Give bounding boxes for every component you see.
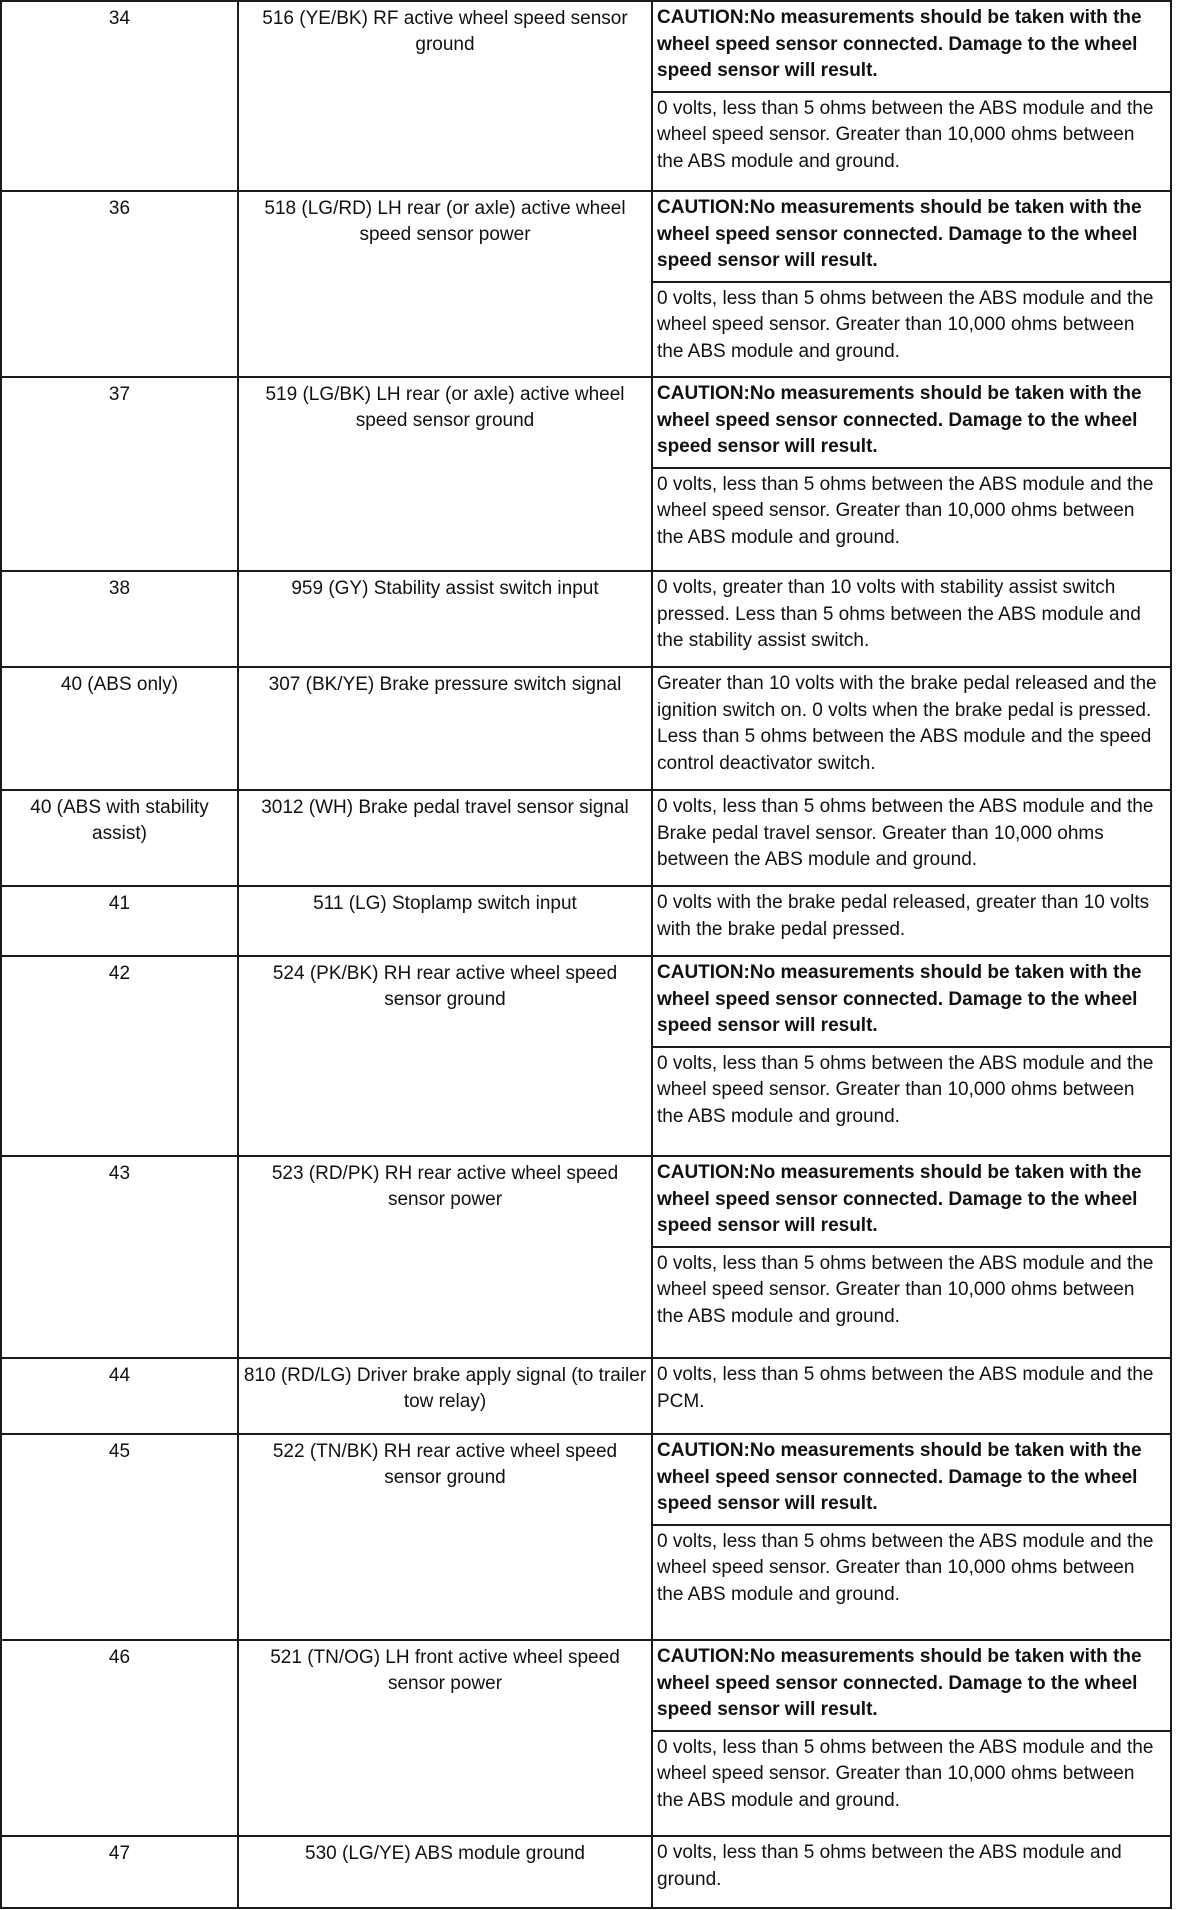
pin-number-cell: 42 [1, 956, 238, 1156]
table-row [1, 191, 1171, 377]
pin-number-cell: 38 [1, 571, 238, 667]
circuit-cell: 524 (PK/BK) RH rear active wheel speed sensor ground [238, 956, 652, 1156]
circuit-cell: 518 (LG/RD) LH rear (or axle) active wheel speed sensor power [238, 191, 652, 377]
test-condition-cell [652, 956, 1171, 1156]
expected-reading: 0 volts, greater than 10 volts with stability assist switch pressed. Less than 5 ohms between the ABS module and the stability assist switch. [657, 577, 1141, 651]
test-condition-cell [652, 1836, 1171, 1908]
pin-number-cell: 34 [1, 1, 238, 191]
table-row [1, 1434, 1171, 1640]
circuit-cell: 511 (LG) Stoplamp switch input [238, 886, 652, 956]
table-row [1, 1, 1171, 191]
test-condition-cell [652, 1, 1171, 191]
circuit-cell: 519 (LG/BK) LH rear (or axle) active wheel speed sensor ground [238, 377, 652, 571]
circuit-cell: 521 (TN/OG) LH front active wheel speed sensor power [238, 1640, 652, 1836]
test-condition-cell [652, 191, 1171, 377]
test-condition-cell [652, 667, 1171, 790]
expected-reading: 0 volts, less than 5 ohms between the ABS module and the Brake pedal travel sensor. Greater than 10,000 ohms between the ABS module and ground. [657, 796, 1154, 870]
table-row [1, 886, 1171, 956]
test-condition-cell [652, 790, 1171, 886]
caution-note: CAUTION:No measurements should be taken with the wheel speed sensor connected. Damage to the wheel speed sensor will result. [653, 378, 1170, 469]
table-row [1, 571, 1171, 667]
expected-reading: 0 volts, less than 5 ohms between the ABS module and the wheel speed sensor. Greater than 10,000 ohms between the ABS module and ground. [657, 97, 1154, 172]
caution-note: CAUTION:No measurements should be taken with the wheel speed sensor connected. Damage to the wheel speed sensor will result. [653, 2, 1170, 93]
pin-number-cell: 40 (ABS only) [1, 667, 238, 790]
test-condition-cell [652, 886, 1171, 956]
circuit-cell: 307 (BK/YE) Brake pressure switch signal [238, 667, 652, 790]
pin-number-cell: 36 [1, 191, 238, 377]
expected-reading: Greater than 10 volts with the brake pedal released and the ignition switch on. 0 volts when the brake pedal is pressed. Less than 5 ohms between the ABS module and the speed control deactivator switch. [657, 673, 1157, 774]
circuit-cell: 516 (YE/BK) RF active wheel speed sensor ground [238, 1, 652, 191]
caution-note: CAUTION:No measurements should be taken with the wheel speed sensor connected. Damage to the wheel speed sensor will result. [653, 1157, 1170, 1248]
pin-number-cell: 44 [1, 1358, 238, 1434]
caution-note: CAUTION:No measurements should be taken with the wheel speed sensor connected. Damage to the wheel speed sensor will result. [653, 192, 1170, 283]
pin-number-cell: 40 (ABS with stability assist) [1, 790, 238, 886]
table-row [1, 790, 1171, 886]
circuit-cell: 522 (TN/BK) RH rear active wheel speed sensor ground [238, 1434, 652, 1640]
test-condition-cell [652, 1640, 1171, 1836]
circuit-cell: 959 (GY) Stability assist switch input [238, 571, 652, 667]
expected-reading: 0 volts, less than 5 ohms between the ABS module and the wheel speed sensor. Greater than 10,000 ohms between the ABS module and ground. [657, 473, 1154, 548]
pin-number-cell: 43 [1, 1156, 238, 1358]
expected-reading: 0 volts, less than 5 ohms between the ABS module and the PCM. [657, 1364, 1154, 1412]
pin-rows [1, 1, 1171, 1908]
pin-number-cell: 46 [1, 1640, 238, 1836]
test-condition-cell [652, 1434, 1171, 1640]
expected-reading: 0 volts, less than 5 ohms between the ABS module and ground. [657, 1842, 1122, 1890]
table-row [1, 667, 1171, 790]
table-row [1, 377, 1171, 571]
pin-number-cell: 41 [1, 886, 238, 956]
caution-note: CAUTION:No measurements should be taken with the wheel speed sensor connected. Damage to the wheel speed sensor will result. [653, 1641, 1170, 1732]
pin-number-cell: 47 [1, 1836, 238, 1908]
caution-note: CAUTION:No measurements should be taken with the wheel speed sensor connected. Damage to the wheel speed sensor will result. [653, 957, 1170, 1048]
table-row [1, 1156, 1171, 1358]
table-row [1, 1640, 1171, 1836]
circuit-cell: 530 (LG/YE) ABS module ground [238, 1836, 652, 1908]
expected-reading: 0 volts, less than 5 ohms between the ABS module and the wheel speed sensor. Greater than 10,000 ohms between the ABS module and ground. [657, 1052, 1154, 1127]
circuit-cell: 810 (RD/LG) Driver brake apply signal (to trailer tow relay) [238, 1358, 652, 1434]
table-row [1, 1358, 1171, 1434]
test-condition-cell [652, 377, 1171, 571]
expected-reading: 0 volts, less than 5 ohms between the ABS module and the wheel speed sensor. Greater than 10,000 ohms between the ABS module and ground. [657, 1252, 1154, 1327]
caution-note: CAUTION:No measurements should be taken with the wheel speed sensor connected. Damage to the wheel speed sensor will result. [653, 1435, 1170, 1526]
test-condition-cell [652, 571, 1171, 667]
table-row [1, 1836, 1171, 1908]
circuit-cell: 3012 (WH) Brake pedal travel sensor signal [238, 790, 652, 886]
expected-reading: 0 volts, less than 5 ohms between the ABS module and the wheel speed sensor. Greater than 10,000 ohms between the ABS module and ground. [657, 1736, 1154, 1811]
pin-number-cell: 37 [1, 377, 238, 571]
test-condition-cell [652, 1358, 1171, 1434]
expected-reading: 0 volts, less than 5 ohms between the ABS module and the wheel speed sensor. Greater than 10,000 ohms between the ABS module and ground. [657, 287, 1154, 362]
test-condition-cell [652, 1156, 1171, 1358]
expected-reading: 0 volts, less than 5 ohms between the ABS module and the wheel speed sensor. Greater than 10,000 ohms between the ABS module and ground. [657, 1530, 1154, 1605]
circuit-cell: 523 (RD/PK) RH rear active wheel speed sensor power [238, 1156, 652, 1358]
pin-number-cell: 45 [1, 1434, 238, 1640]
expected-reading: 0 volts with the brake pedal released, greater than 10 volts with the brake pedal pressed. [657, 892, 1150, 940]
table-row [1, 956, 1171, 1156]
